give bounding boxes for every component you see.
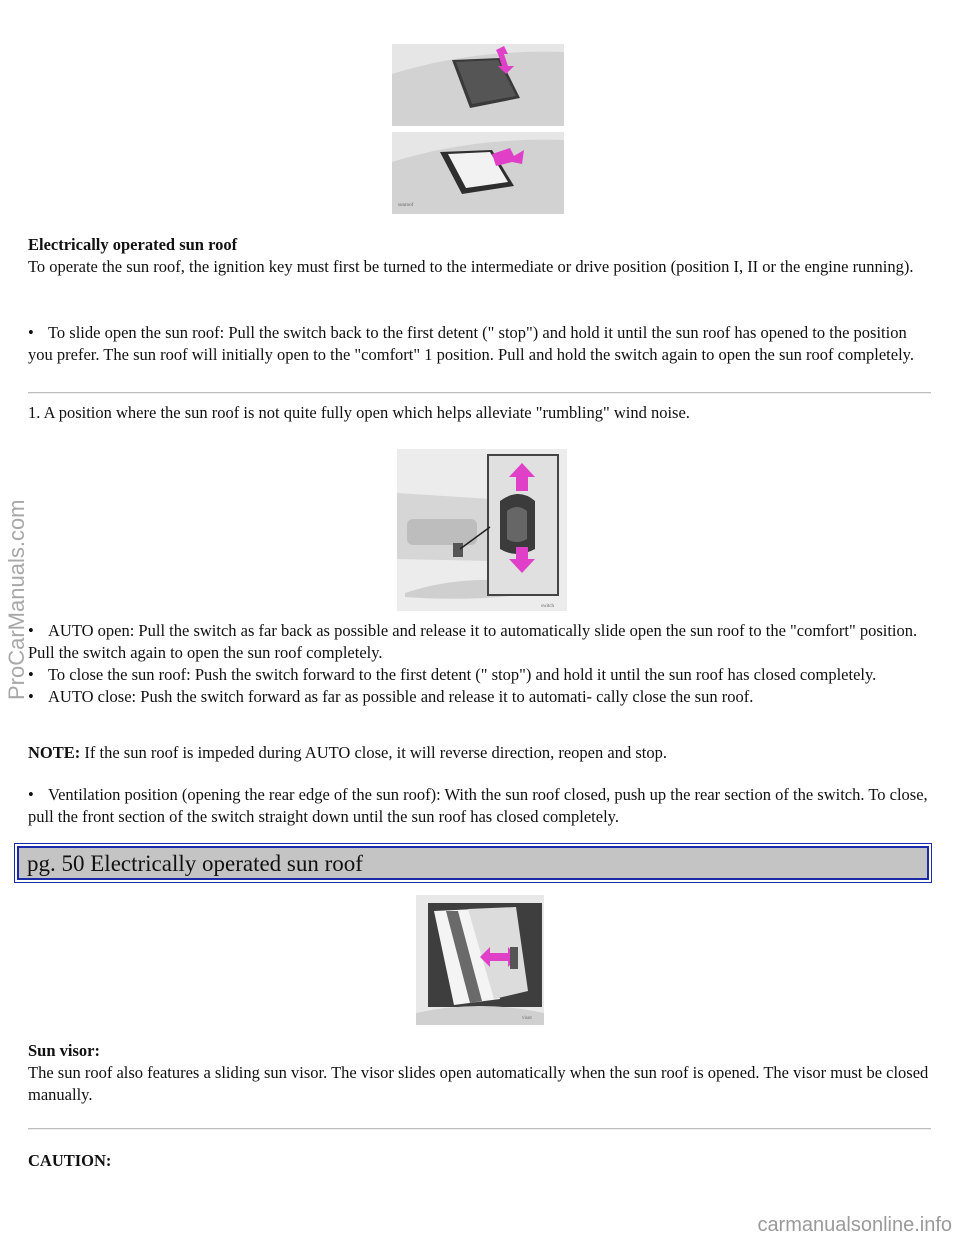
watermark-bottom: carmanualsonline.info xyxy=(757,1214,952,1236)
bullet-dot: • xyxy=(28,323,34,342)
divider xyxy=(28,392,931,394)
sun-visor-illustration xyxy=(416,895,544,1025)
bullet-auto-open: • AUTO open: Pull the switch as far back as possible and release it to automatically slide open the sun roof to the "comfort" position. Pull the switch again to open the sun roof completely. xyxy=(28,621,918,662)
visor-heading: Sun visor: xyxy=(28,1041,100,1060)
section-heading: Electrically operated sun roof xyxy=(28,235,238,254)
bullet-auto-close: • AUTO close: Push the switch forward as far as possible and release it to automati- cally close the sun roof. xyxy=(28,687,754,706)
caution-label: CAUTION: xyxy=(28,1151,112,1170)
svg-text:visor: visor xyxy=(522,1016,532,1021)
note xyxy=(28,742,932,764)
page-banner xyxy=(17,846,929,880)
bullet-slide-open: • To slide open the sun roof: Pull the switch back to the first detent (" stop") and hold it until the sun roof has opened to the position you prefer. The sun roof will initially open to the "comfort" 1 position. Pull and hold the switch again to open the sun roof completely. xyxy=(28,323,914,364)
sunroof-illustration xyxy=(392,44,564,214)
visor-text: The sun roof also features a sliding sun visor. The visor slides open automatically when the sun roof is opened. The visor must be closed manually. xyxy=(28,1063,929,1104)
svg-text:sunroof: sunroof xyxy=(398,203,414,208)
bullet-close: • To close the sun roof: Push the switch forward to the first detent (" stop") and hold it until the sun roof has closed completely. xyxy=(28,665,877,684)
divider xyxy=(28,1128,931,1130)
footnote: 1. A position where the sun roof is not quite fully open which helps alleviate "rumbling" wind noise. xyxy=(28,403,690,422)
bullet-ventilation: • Ventilation position (opening the rear edge of the sun roof): With the sun roof closed, push up the rear section of the switch. To close, pull the front section of the switch straight down until the sun roof has closed completely. xyxy=(28,785,928,826)
page-banner-title: pg. 50 Electrically operated sun roof xyxy=(27,851,363,876)
note-text: If the sun roof is impeded during AUTO close, it will reverse direction, reopen and stop. xyxy=(80,743,667,762)
intro-text: To operate the sun roof, the ignition key must first be turned to the intermediate or drive position (position I, II or the engine running). xyxy=(28,257,914,276)
note-label: NOTE: xyxy=(28,743,81,762)
sunroof-switch-illustration xyxy=(397,449,567,611)
svg-text:switch: switch xyxy=(541,604,555,609)
